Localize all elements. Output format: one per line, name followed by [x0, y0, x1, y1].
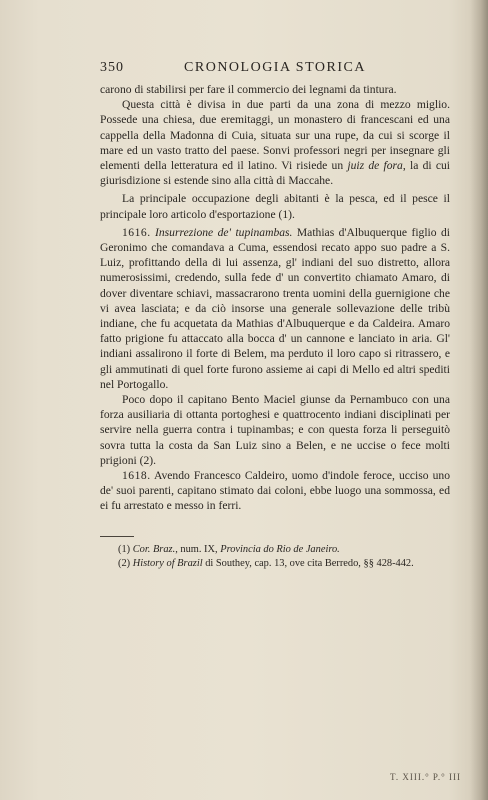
footnote-1	[100, 543, 450, 557]
paragraph-1616	[100, 225, 450, 392]
page-content	[100, 60, 450, 571]
entry-title-insurrezione: Insurrezione de' tupinambas.	[155, 225, 293, 239]
year-1618: 1618.	[122, 469, 151, 483]
footnote-2-source: History of Brazil	[132, 557, 203, 569]
paragraph-5: Poco dopo il capitano Bento Maciel giunse da Pernambuco con una forza ausiliaria di ottanta portoghesi e quattrocento indiani disciplinati per servire nella guerra contra i tupinambas; e con questa forza li perseguitò sovra tutta la costa da San Luiz sino a Belen, e ne uccise o fece molti prigioni (2).	[100, 393, 450, 467]
footnotes	[100, 543, 450, 571]
footnote-1-source: Cor. Braz.	[132, 543, 176, 555]
paragraph-1618	[100, 468, 450, 514]
paragraph-2	[100, 97, 450, 188]
paragraph-1: carono di stabilirsi per fare il commercio dei legnami da tintura.	[100, 83, 397, 96]
paragraph-1618-text: Avendo Francesco Caldeiro, uomo d'indole feroce, ucciso uno de' suoi parenti, capitano stimato dai coloni, ebbe luogo una sommossa, ed ei fu arrestato e messo in ferri.	[100, 469, 450, 513]
signature-mark: T. XIII.° P.° III	[390, 772, 462, 782]
running-title: CRONOLOGIA STORICA	[184, 60, 366, 75]
footnote-rule	[100, 536, 134, 537]
paragraph-2-italic-term: juiz de fora	[347, 159, 403, 173]
paragraph-2-text-b: , la di cui giurisdizione si estende sino alla città di Maccahe.	[100, 159, 450, 188]
page-number: 350	[100, 60, 124, 75]
page-header	[100, 60, 450, 82]
paragraph-1616-text: Mathias d'Albuquerque figlio di Geronimo che comandava a Cuma, essendosi recato appo suo padre a S. Luiz, profittando della di lui assenza, gl' indiani del suo distretto, allora numerosissimi, credendo, sulla fede d' un convertito chiamato Amaro, di dover diventare schiavi, massacrarono trenta uomini della guernigione che vi avea lasciata; e da ciò insorse una generale sollevazione delle tribù indiane, che fu acquetata da Mathias d'Albuquerque e da Caldeira. Amaro fatto prigione fu attaccato alla bocca d' un cannone e lanciato in aria. Gl' indiani assalirono il forte di Belem, ma perduto il loro capo si ritrassero, e gli ammutinati di quel forte furono assieme ai capi di Mello ed altri spediti nel Portogallo.	[100, 225, 451, 391]
footnote-1-title: Provincia do Rio de Janeiro.	[220, 543, 340, 555]
footnote-2-text: di Southey, cap. 13, ove cita Berredo, §§ 428-442.	[202, 557, 414, 569]
page-gutter-shadow	[470, 0, 488, 800]
paragraph-3: La principale occupazione degli abitanti è la pesca, ed il pesce il principale loro articolo d'esportazione (1).	[100, 192, 450, 221]
footnote-2	[100, 557, 450, 571]
year-1616: 1616.	[122, 225, 151, 239]
footnote-2-mark: (2)	[118, 557, 131, 569]
paragraph-2-text-a: Questa città è divisa in due parti da una zona di mezzo miglio. Possede una chiesa, due eremitaggi, un monastero di francescani ed una cappella della Madonna di Cuia, situata sur una rupe, da cui si scorge il mare ed un vasto tratto del paese. Sonvi professori negri per insegnare gli elementi della letteratura ed il latino. Vi risiede un	[100, 98, 450, 173]
body-text	[100, 82, 450, 514]
footnote-1-number: , num. IX,	[175, 543, 221, 555]
footnote-1-mark: (1)	[118, 543, 131, 555]
